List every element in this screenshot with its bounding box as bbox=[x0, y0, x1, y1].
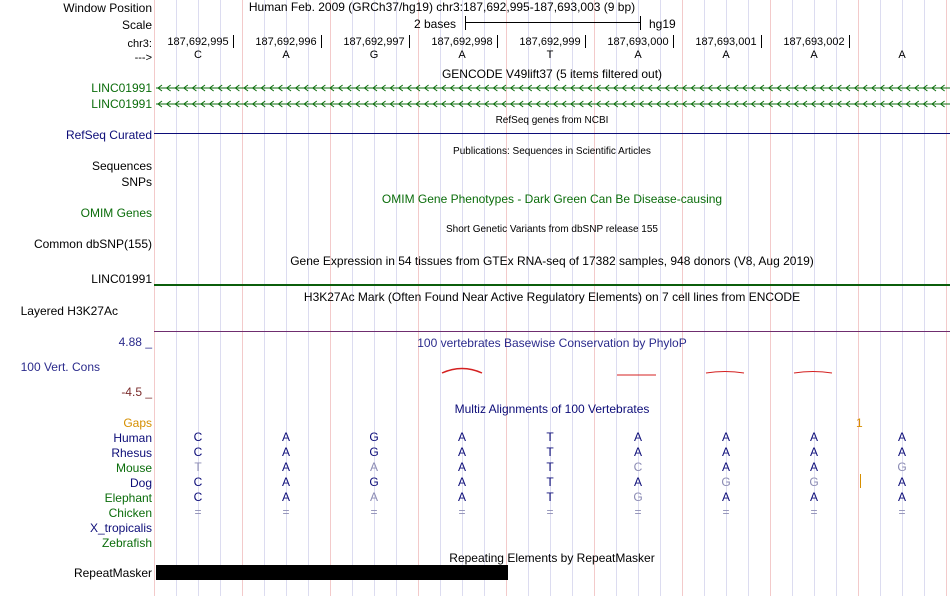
ruler-position: 187,692,997 bbox=[343, 36, 405, 48]
alignment-base: A bbox=[897, 490, 907, 504]
dbsnp-track-label[interactable]: Common dbSNP(155) bbox=[33, 237, 152, 251]
reference-base: A bbox=[282, 49, 290, 61]
alignment-base: A bbox=[809, 460, 819, 474]
gtex-feature-bar[interactable] bbox=[154, 284, 950, 286]
phylop-peak-1 bbox=[442, 369, 482, 374]
alignment-base: G bbox=[809, 475, 819, 489]
alignment-base: A bbox=[809, 430, 819, 444]
scale-value: 2 bases bbox=[414, 17, 457, 31]
species-label-elephant: Elephant bbox=[104, 491, 152, 505]
sequences-track-label[interactable]: Sequences bbox=[91, 159, 152, 173]
alignment-base: A bbox=[457, 460, 467, 474]
ruler-position: 187,693,002 bbox=[783, 36, 845, 48]
gencode-item-label-2[interactable]: LINC01991 bbox=[91, 97, 152, 111]
gtex-track-title: Gene Expression in 54 tissues from GTEx RNA-seq of 17382 samples, 948 donors (V8, Aug 2019) bbox=[290, 254, 814, 268]
ruler-position: 187,692,998 bbox=[431, 36, 493, 48]
alignment-base: A bbox=[633, 475, 643, 489]
phylop-min-label: -4.5 _ bbox=[121, 385, 152, 399]
alignment-base: = bbox=[370, 505, 378, 519]
alignment-base: G bbox=[369, 445, 379, 459]
alignment-base: G bbox=[369, 430, 379, 444]
species-label-dog: Dog bbox=[129, 476, 152, 490]
species-label-zebrafish: Zebrafish bbox=[101, 536, 152, 550]
insertion-marker bbox=[860, 474, 861, 488]
ruler-tick bbox=[761, 35, 762, 48]
alignment-base: G bbox=[633, 490, 643, 504]
snps-track-label[interactable]: SNPs bbox=[121, 175, 152, 189]
scale-bar bbox=[465, 22, 641, 23]
gencode-features[interactable] bbox=[154, 82, 950, 110]
reference-base: A bbox=[898, 49, 906, 61]
alignment-base: = bbox=[898, 505, 906, 519]
ruler-tick bbox=[409, 35, 410, 48]
scale-assembly: hg19 bbox=[649, 17, 676, 31]
alignment-base: A bbox=[281, 490, 291, 504]
alignment-base: C bbox=[193, 445, 203, 459]
alignment-base: = bbox=[810, 505, 818, 519]
alignment-base: A bbox=[897, 445, 907, 459]
species-label-chicken: Chicken bbox=[108, 506, 152, 520]
alignment-base: C bbox=[193, 475, 203, 489]
alignment-base: A bbox=[457, 445, 467, 459]
ruler-tick bbox=[849, 35, 850, 48]
ruler-tick bbox=[233, 35, 234, 48]
reference-base: A bbox=[458, 49, 466, 61]
alignment-base: = bbox=[194, 505, 202, 519]
publications-track-title: Publications: Sequences in Scientific Articles bbox=[453, 146, 651, 157]
phylop-peak-3 bbox=[706, 372, 744, 374]
alignment-base: A bbox=[457, 430, 467, 444]
alignment-base: A bbox=[809, 445, 819, 459]
alignment-base: A bbox=[633, 445, 643, 459]
alignment-base: G bbox=[897, 460, 907, 474]
repeatmasker-element[interactable] bbox=[156, 565, 508, 580]
reference-base: G bbox=[369, 49, 379, 61]
alignment-base: = bbox=[634, 505, 642, 519]
alignment-base: T bbox=[194, 460, 202, 474]
multiz-track-title: Multiz Alignments of 100 Vertebrates bbox=[454, 402, 650, 416]
ruler-position: 187,693,000 bbox=[607, 36, 669, 48]
scale-label: Scale bbox=[121, 18, 152, 32]
reference-base: C bbox=[194, 49, 202, 61]
species-label-human: Human bbox=[113, 431, 152, 445]
ruler-position: 187,692,996 bbox=[255, 36, 317, 48]
alignment-base: = bbox=[458, 505, 466, 519]
alignment-base: A bbox=[721, 445, 731, 459]
phylop-track-title: 100 vertebrates Basewise Conservation by PhyloP bbox=[417, 336, 687, 350]
alignment-base: A bbox=[281, 475, 291, 489]
alignment-base: A bbox=[721, 490, 731, 504]
alignment-base: A bbox=[809, 490, 819, 504]
alignment-base: A bbox=[369, 460, 379, 474]
strand-label: ---> bbox=[134, 52, 152, 64]
gtex-track-label[interactable]: LINC01991 bbox=[91, 272, 152, 286]
alignment-base: A bbox=[633, 430, 643, 444]
species-label-rhesus: Rhesus bbox=[111, 446, 152, 460]
gaps-label: Gaps bbox=[123, 416, 152, 430]
alignment-base: T bbox=[546, 430, 554, 444]
refseq-track-label[interactable]: RefSeq Curated bbox=[65, 128, 152, 142]
chrom-label: chr3: bbox=[127, 38, 152, 50]
omim-track-label[interactable]: OMIM Genes bbox=[80, 206, 152, 220]
alignment-base: A bbox=[281, 430, 291, 444]
gencode-item-label-1[interactable]: LINC01991 bbox=[91, 81, 152, 95]
reference-base: A bbox=[634, 49, 642, 61]
alignment-base: A bbox=[897, 430, 907, 444]
alignment-base: T bbox=[546, 460, 554, 474]
alignment-base: = bbox=[546, 505, 554, 519]
alignment-base: A bbox=[721, 460, 731, 474]
phylop-signal[interactable] bbox=[154, 362, 950, 380]
alignment-base: G bbox=[721, 475, 731, 489]
alignment-base: T bbox=[546, 445, 554, 459]
reference-base: A bbox=[810, 49, 818, 61]
alignment-base: T bbox=[546, 475, 554, 489]
reference-base: T bbox=[546, 49, 554, 61]
window-position-value: Human Feb. 2009 (GRCh37/hg19) chr3:187,692,995-187,693,003 (9 bp) bbox=[248, 0, 636, 14]
h3k27ac-track-label[interactable]: Layered H3K27Ac bbox=[20, 304, 118, 318]
ruler-position: 187,692,999 bbox=[519, 36, 581, 48]
alignment-base: C bbox=[633, 460, 643, 474]
track-labels bbox=[0, 0, 154, 596]
ruler-tick bbox=[585, 35, 586, 48]
repeatmasker-track-title: Repeating Elements by RepeatMasker bbox=[449, 551, 655, 565]
species-label-x-tropicalis: X_tropicalis bbox=[89, 521, 152, 535]
alignment-base: C bbox=[193, 430, 203, 444]
alignment-base: = bbox=[282, 505, 290, 519]
gencode-track-title: GENCODE V49lift37 (5 items filtered out) bbox=[441, 67, 663, 81]
ruler-position: 187,692,995 bbox=[167, 36, 229, 48]
h3k27ac-track-title: H3K27Ac Mark (Often Found Near Active Regulatory Elements) on 7 cell lines from ENCODE bbox=[303, 290, 801, 304]
ruler-tick bbox=[321, 35, 322, 48]
ruler-tick bbox=[673, 35, 674, 48]
alignment-base: A bbox=[281, 445, 291, 459]
ruler-position: 187,693,001 bbox=[695, 36, 757, 48]
gap-marker: 1 bbox=[856, 416, 863, 430]
alignment-base: A bbox=[721, 430, 731, 444]
refseq-track-title: RefSeq genes from NCBI bbox=[495, 115, 609, 126]
reference-base: A bbox=[722, 49, 730, 61]
alignment-base: A bbox=[457, 475, 467, 489]
repeatmasker-track-label[interactable]: RepeatMasker bbox=[73, 566, 152, 580]
alignment-base: A bbox=[897, 475, 907, 489]
ruler-tick bbox=[497, 35, 498, 48]
alignment-base: T bbox=[546, 490, 554, 504]
phylop-track-label[interactable]: 100 Vert. Cons bbox=[20, 360, 100, 374]
phylop-peak-4 bbox=[794, 372, 832, 374]
h3k27ac-signal-line[interactable] bbox=[154, 331, 950, 332]
phylop-max-label: 4.88 _ bbox=[118, 335, 152, 349]
window-position-label: Window Position bbox=[63, 1, 152, 15]
dbsnp-track-title: Short Genetic Variants from dbSNP release 155 bbox=[446, 224, 658, 235]
species-label-mouse: Mouse bbox=[115, 461, 152, 475]
tracks-data-area[interactable] bbox=[154, 0, 950, 596]
alignment-base: A bbox=[281, 460, 291, 474]
scale-bar-left bbox=[465, 16, 466, 30]
alignment-base: G bbox=[369, 475, 379, 489]
alignment-base: = bbox=[722, 505, 730, 519]
omim-track-title: OMIM Gene Phenotypes - Dark Green Can Be Disease-causing bbox=[381, 192, 723, 206]
scale-bar-right bbox=[640, 16, 641, 30]
alignment-base: C bbox=[193, 490, 203, 504]
alignment-base: A bbox=[369, 490, 379, 504]
refseq-feature-line[interactable] bbox=[154, 133, 950, 134]
alignment-base: A bbox=[457, 490, 467, 504]
